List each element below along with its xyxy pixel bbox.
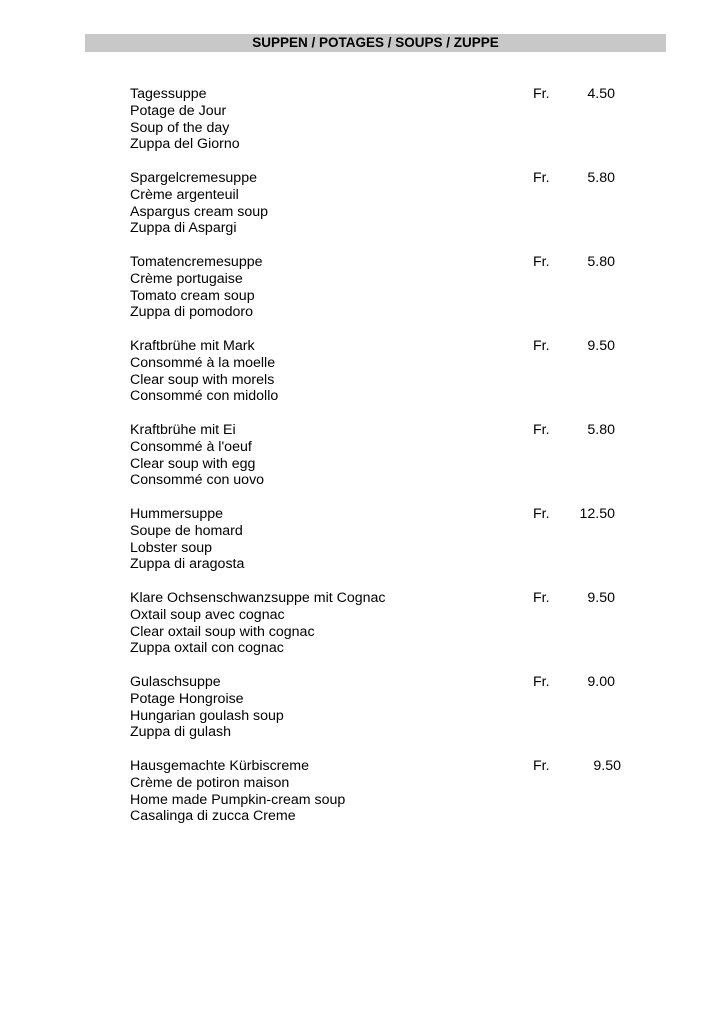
menu-item: [130, 674, 630, 758]
item-price: 9.00: [587, 674, 615, 690]
item-name-it: Zuppa di gulash: [130, 724, 231, 741]
item-name-de: Spargelcremesuppe: [130, 170, 257, 186]
item-currency: Fr.: [533, 590, 550, 606]
menu-item: [130, 506, 630, 590]
item-price: 5.80: [587, 422, 615, 438]
item-name-it: Zuppa di aragosta: [130, 556, 245, 573]
menu-item: [130, 86, 630, 170]
item-name-en: Soup of the day: [130, 119, 230, 136]
item-name-en: Lobster soup: [130, 539, 213, 556]
section-title: SUPPEN / POTAGES / SOUPS / ZUPPE: [252, 35, 499, 50]
item-price: 9.50: [593, 758, 621, 774]
item-name-it: Zuppa di pomodoro: [130, 304, 254, 321]
item-name-en: Clear oxtail soup with cognac: [130, 623, 315, 640]
item-name-de: Tomatencremesuppe: [130, 254, 263, 270]
item-name-it: Zuppa oxtail con cognac: [130, 640, 284, 657]
item-name-fr: Crème argenteuil: [130, 186, 239, 203]
item-name-en: Clear soup with morels: [130, 371, 275, 388]
item-name-it: Consommé con midollo: [130, 388, 279, 405]
menu-item: [130, 758, 630, 842]
menu-item: [130, 254, 630, 338]
item-currency: Fr.: [533, 170, 550, 186]
item-currency: Fr.: [533, 758, 550, 774]
item-currency: Fr.: [533, 506, 550, 522]
item-name-fr: Consommé à l'oeuf: [130, 438, 252, 455]
item-currency: Fr.: [533, 254, 550, 270]
item-price: 12.50: [579, 506, 615, 522]
item-name-de: Kraftbrühe mit Ei: [130, 422, 236, 438]
item-name-de: Kraftbrühe mit Mark: [130, 338, 255, 354]
item-currency: Fr.: [533, 674, 550, 690]
item-price: 5.80: [587, 254, 615, 270]
item-name-en: Clear soup with egg: [130, 455, 256, 472]
item-name-fr: Crème portugaise: [130, 270, 243, 287]
item-name-de: Klare Ochsenschwanzsuppe mit Cognac: [130, 590, 386, 606]
item-name-en: Tomato cream soup: [130, 287, 255, 304]
item-name-de: Gulaschsuppe: [130, 674, 221, 690]
item-currency: Fr.: [533, 86, 550, 102]
item-name-en: Aspargus cream soup: [130, 203, 269, 220]
item-price: 5.80: [587, 170, 615, 186]
item-price: 9.50: [587, 338, 615, 354]
menu-item: [130, 338, 630, 422]
item-name-de: Hummersuppe: [130, 506, 224, 522]
item-name-it: Casalinga di zucca Creme: [130, 808, 296, 825]
item-name-it: Consommé con uovo: [130, 472, 265, 489]
item-price: 4.50: [587, 86, 615, 102]
menu-item: [130, 590, 630, 674]
section-header: [85, 34, 666, 52]
item-name-it: Zuppa del Giorno: [130, 136, 240, 153]
item-name-fr: Consommé à la moelle: [130, 354, 276, 371]
item-currency: Fr.: [533, 338, 550, 354]
item-name-en: Home made Pumpkin-cream soup: [130, 791, 346, 808]
soup-menu-list: [130, 86, 630, 842]
item-name-en: Hungarian goulash soup: [130, 707, 284, 724]
menu-item: [130, 170, 630, 254]
item-currency: Fr.: [533, 422, 550, 438]
item-name-de: Tagessuppe: [130, 86, 207, 102]
item-name-fr: Crème de potiron maison: [130, 774, 290, 791]
item-name-fr: Potage de Jour: [130, 102, 227, 119]
item-name-it: Zuppa di Aspargi: [130, 220, 237, 237]
item-price: 9.50: [587, 590, 615, 606]
item-name-fr: Soupe de homard: [130, 522, 243, 539]
item-name-fr: Oxtail soup avec cognac: [130, 606, 285, 623]
item-name-fr: Potage Hongroise: [130, 690, 244, 707]
item-name-de: Hausgemachte Kürbiscreme: [130, 758, 309, 774]
menu-item: [130, 422, 630, 506]
